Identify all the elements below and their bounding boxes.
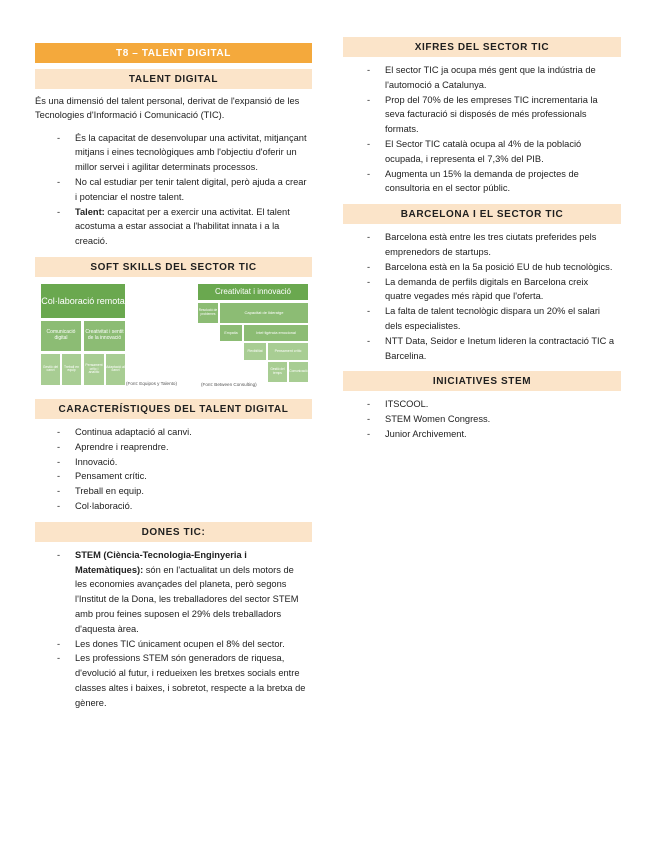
list-item: - Junior Archivement. xyxy=(343,427,621,442)
talent-digital-heading: TALENT DIGITAL xyxy=(35,69,312,89)
skill-box: Intel·ligència emocional xyxy=(244,325,308,341)
stem-heading: INICIATIVES STEM xyxy=(343,371,621,391)
dones-heading: DONES TIC: xyxy=(35,522,312,542)
list-item: - És la capacitat de desenvolupar una activitat, mitjançant mitjans i eines tecnològiques amb l'objectiu d'oferir un millor servei i agilitar determinats processos. xyxy=(35,131,312,175)
skill-box: Adaptació al canvi xyxy=(106,354,125,385)
graphic-source: (Font: Between Consulting) xyxy=(201,381,257,387)
list-item: - Innovació. xyxy=(35,455,312,470)
stem-list xyxy=(343,397,621,441)
skill-box: Pensament crític i analític xyxy=(84,354,104,385)
list-item: - Les dones TIC únicament ocupen el 8% del sector. xyxy=(35,637,312,652)
skill-box: Capacitat de lideratge xyxy=(220,303,308,323)
list-item: - NTT Data, Seidor e Inetum lideren la contractació TIC a Barcelina. xyxy=(343,334,621,364)
list-item: - Barcelona està en la 5a posició EU de hub tecnològics. xyxy=(343,260,621,275)
list-item: - STEM Women Congress. xyxy=(343,412,621,427)
talent-intro: És una dimensió del talent personal, derivat de l'expansió de les Tecnologies d'Informació i Comunicació (TIC). xyxy=(35,96,300,120)
caracteristiques-list xyxy=(35,425,312,514)
list-item: - El Sector TIC català ocupa al 4% de la població ocupada, i representa el 7,3% del PIB. xyxy=(343,137,621,167)
list-item: - Les professions STEM són generadors de riquesa, d'evolució al futur, i redueixen les bretxes socials entre classes altes i baixes, i sobretot, respecte a la bretxa de gènere. xyxy=(35,651,312,710)
skill-box: Empatia xyxy=(220,325,242,341)
list-item: - STEM (Ciència-Tecnologia-Enginyeria i Matemàtiques): són en l'actualitat un dels motors de les economies avançades del planeta, però segons l'Institut de la Dona, les treballadores del sector STEM amb prou feines suposen el 29% dels treballadors d'aquesta àrea. xyxy=(35,548,312,637)
barcelona-list xyxy=(343,230,621,363)
list-item: - ITSCOOL. xyxy=(343,397,621,412)
barcelona-heading: BARCELONA I EL SECTOR TIC xyxy=(343,204,621,224)
list-item: - La falta de talent tecnològic dispara un 20% el salari dels especialistes. xyxy=(343,304,621,334)
skill-box: Gestió del temps xyxy=(268,362,287,382)
list-item: - Barcelona està entre les tres ciutats preferides pels emprenedors de startups. xyxy=(343,230,621,260)
skill-box: Resolució de problemes xyxy=(198,303,218,323)
list-item: - Augmenta un 15% la demanda de projectes de consultoria en el sector públic. xyxy=(343,167,621,197)
list-item: - Col·laboració. xyxy=(35,499,312,514)
talent-list xyxy=(35,131,312,249)
list-item: - Prop del 70% de les empreses TIC incrementaria la seva facturació si disposés de més professionals formats. xyxy=(343,93,621,137)
list-item: - Treball en equip. xyxy=(35,484,312,499)
xifres-heading: XIFRES DEL SECTOR TIC xyxy=(343,37,621,57)
skill-box: Creativitat i innovació xyxy=(198,284,308,300)
skill-box: Creativitat i sentit de la innovació xyxy=(84,321,125,351)
dones-list xyxy=(35,548,312,711)
caracteristiques-heading: CARACTERÍSTIQUES DEL TALENT DIGITAL xyxy=(35,399,312,419)
topic-title: T8 – TALENT DIGITAL xyxy=(35,43,312,63)
skill-box: Comunicació xyxy=(289,362,308,382)
soft-skills-graphic xyxy=(35,283,312,389)
skill-box: Gestió del canvi xyxy=(41,354,60,385)
list-item: - Continua adaptació al canvi. xyxy=(35,425,312,440)
list-item: - Talent: capacitat per a exercir una activitat. El talent acostuma a estar associat a l'habilitat innata i a la creació. xyxy=(35,205,312,249)
xifres-list xyxy=(343,63,621,196)
list-item: - Pensament crític. xyxy=(35,469,312,484)
list-item: - La demanda de perfils digitals en Barcelona creix quatre vegades més ràpid que l'oferta. xyxy=(343,275,621,305)
skill-box: Col·laboració remota xyxy=(41,284,125,318)
right-column xyxy=(343,37,621,450)
graphic-source: (Font: Equipos y Talento) xyxy=(126,380,177,386)
left-column xyxy=(35,43,312,719)
skill-box: Comunicació digital xyxy=(41,321,81,351)
list-item: - El sector TIC ja ocupa més gent que la indústria de l'automoció a Catalunya. xyxy=(343,63,621,93)
skill-box: Treball en equip xyxy=(62,354,81,385)
skill-box: Pensament crític xyxy=(268,343,308,360)
list-item: - Aprendre i reaprendre. xyxy=(35,440,312,455)
soft-skills-heading: SOFT SKILLS DEL SECTOR TIC xyxy=(35,257,312,277)
list-item: - No cal estudiar per tenir talent digital, però ajuda a crear i potenciar el nostre talent. xyxy=(35,175,312,205)
skill-box: Flexibilitat xyxy=(244,343,266,360)
